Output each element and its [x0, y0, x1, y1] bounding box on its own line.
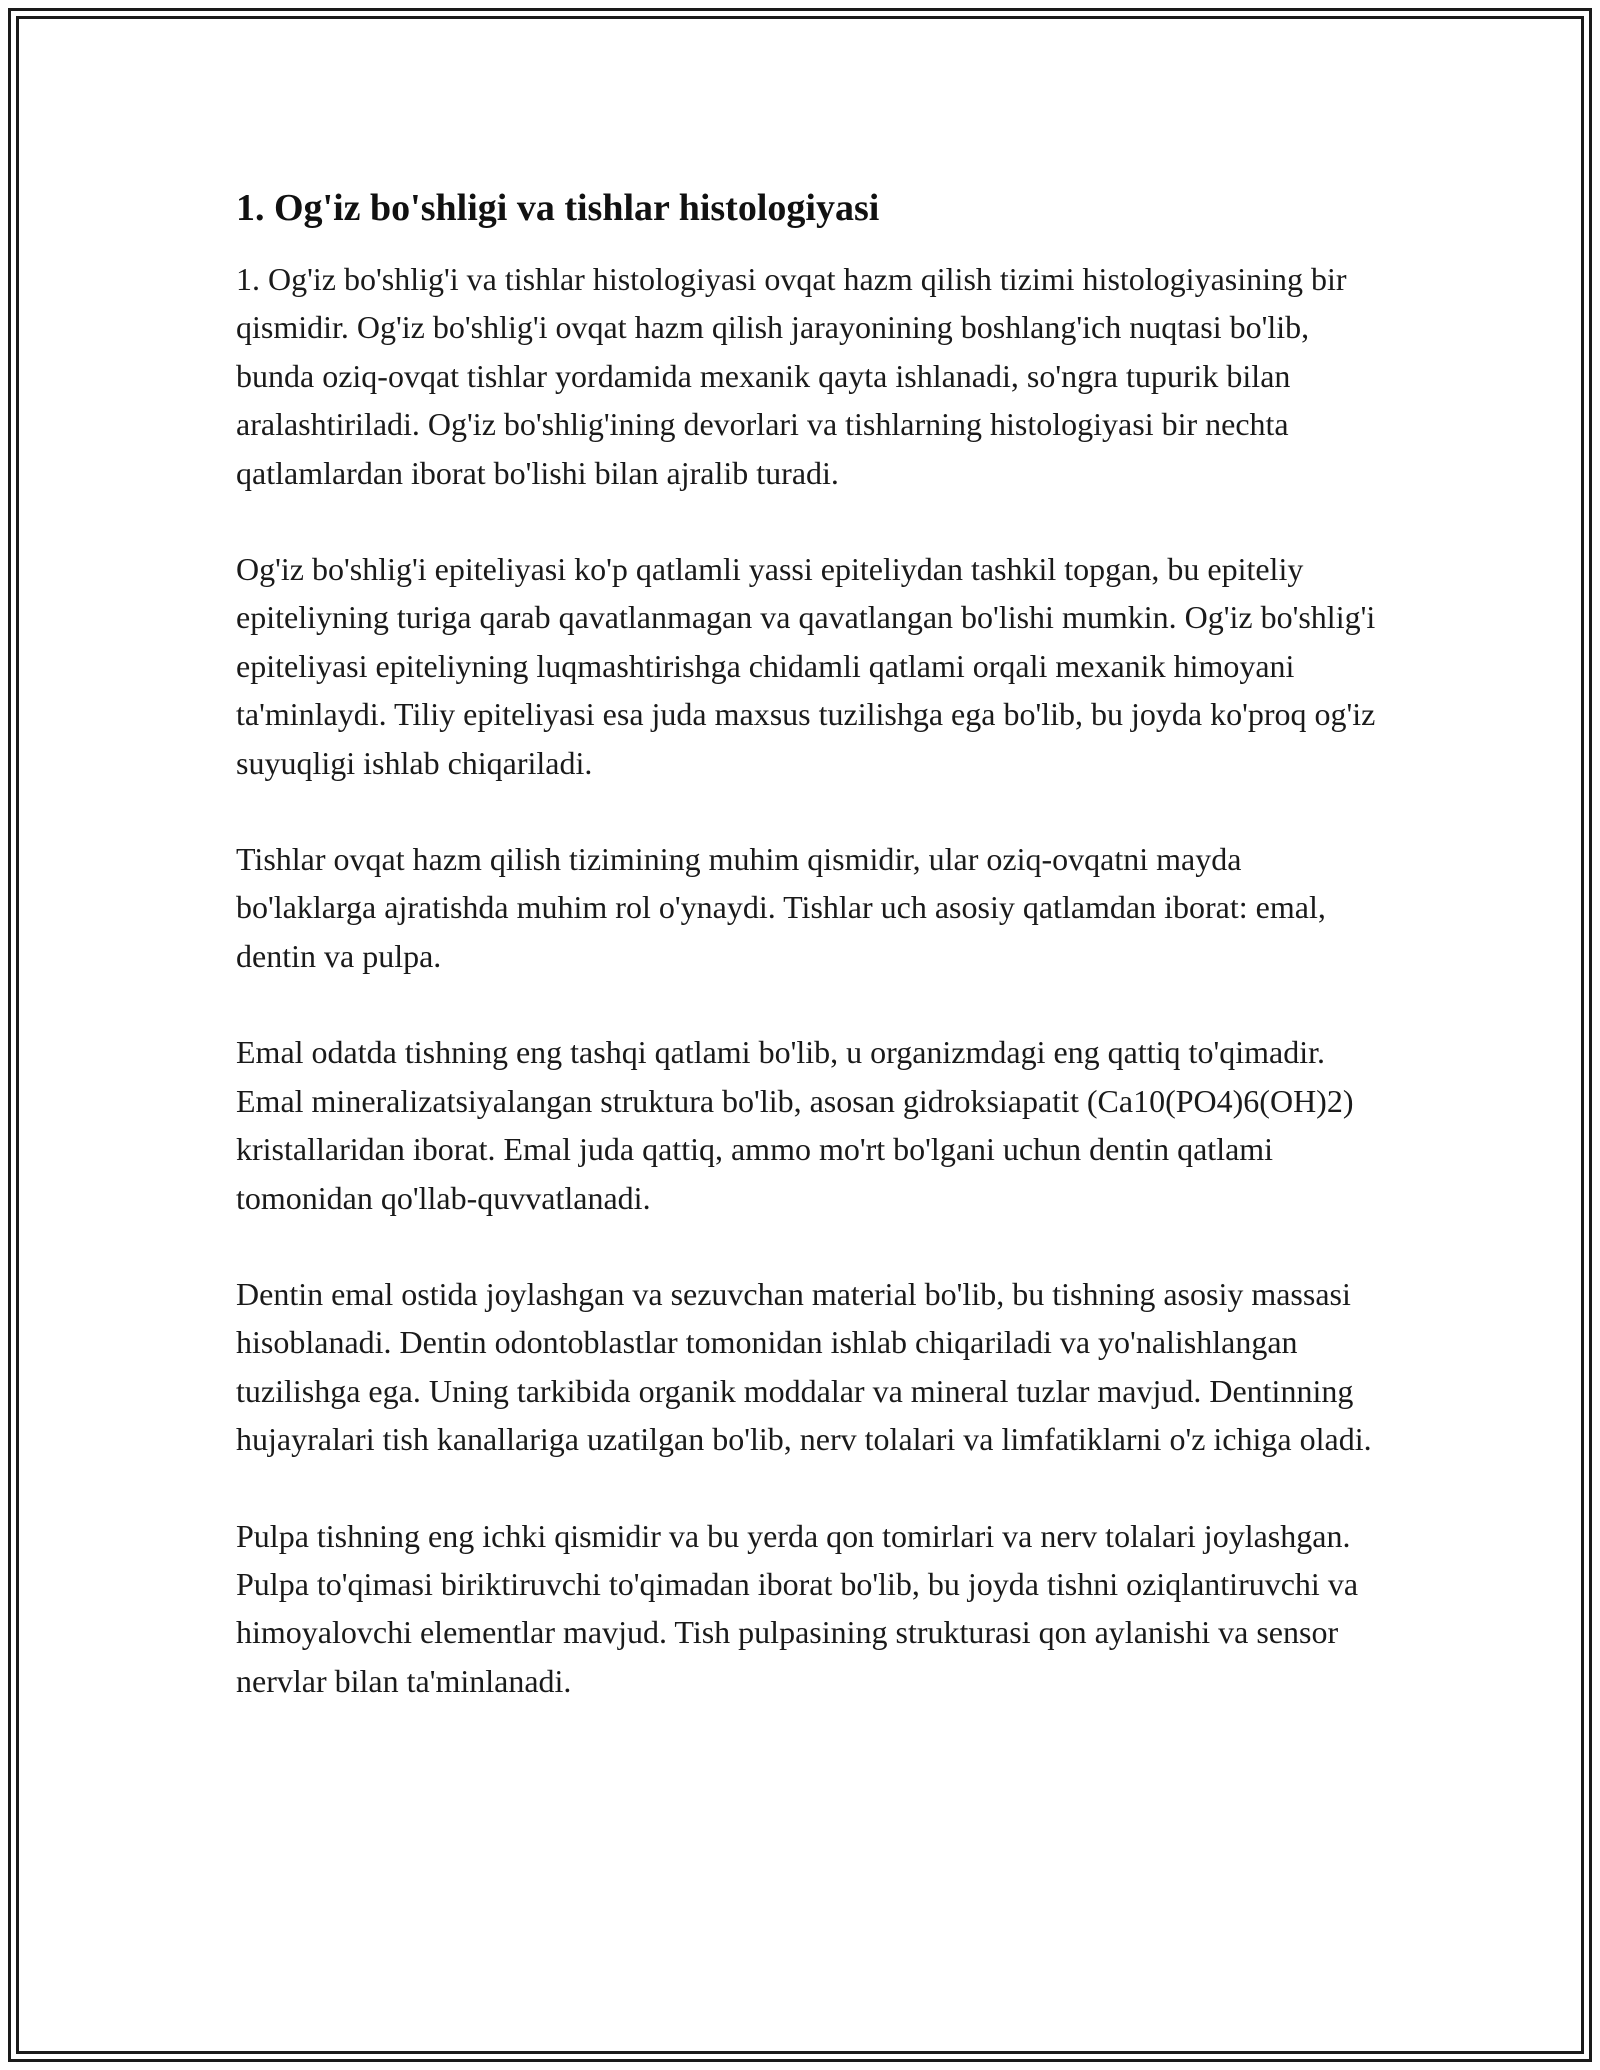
paragraph-epithelium: Og'iz bo'shlig'i epiteliyasi ko'p qatlamli yassi epiteliydan tashkil topgan, bu epiteliy epiteliyning turiga qarab qavatlanmagan va qavatlangan bo'lishi mumkin. Og'iz bo'shlig'i epiteliyasi epiteliyning luqmashtirishga chidamli qatlami orqali mexanik himoyani ta'minlaydi. Tiliy epiteliyasi esa juda maxsus tuzilishga ega bo'lib, bu joyda ko'proq og'iz suyuqligi ishlab chiqariladi.	[236, 551, 1376, 781]
paragraph-dentin: Dentin emal ostida joylashgan va sezuvchan material bo'lib, bu tishning asosiy massasi hisoblanadi. Dentin odontoblastlar tomonidan ishlab chiqariladi va yo'nalishlangan tuzilishga ega. Uning tarkibida organik moddalar va mineral tuzlar mavjud. Dentinning hujayralari tish kanallariga uzatilgan bo'lib, nerv tolalari va limfatiklarni o'z ichiga oladi.	[236, 1275, 1372, 1458]
paragraph-teeth: Tishlar ovqat hazm qilish tizimining muhim qismidir, ular oziq-ovqatni mayda bo'laklarga ajratishda muhim rol o'ynaydi. Tishlar uch asosiy qatlamdan iborat: emal, dentin va pulpa.	[236, 841, 1326, 974]
paragraph-intro: 1. Og'iz bo'shlig'i va tishlar histologiyasi ovqat hazm qilish tizimi histologiyasining bir qismidir. Og'iz bo'shlig'i ovqat hazm qilish jarayonining boshlang'ich nuqtasi bo'lib, bunda oziq-ovqat tishlar yordamida mexanik qayta ishlanadi, so'ngra tupurik bilan aralashtiriladi. Og'iz bo'shlig'ining devorlari va tishlarning histologiyasi bir nechta qatlamlardan iborat bo'lishi bilan ajralib turadi.	[236, 261, 1347, 491]
paragraph-pulp: Pulpa tishning eng ichki qismidir va bu yerda qon tomirlari va nerv tolalari joylashgan. Pulpa to'qimasi biriktiruvchi to'qimadan iborat bo'lib, bu joyda tishni oziqlantiruvchi va himoyalovchi elementlar mavjud. Tish pulpasining strukturasi qon aylanishi va sensor nervlar bilan ta'minlanadi.	[236, 1517, 1359, 1699]
document-body	[236, 185, 1376, 1753]
document-title: 1. Og'iz bo'shligi va tishlar histologiyasi	[236, 187, 880, 229]
paragraph-enamel: Emal odatda tishning eng tashqi qatlami bo'lib, u organizmdagi eng qattiq to'qimadir. Emal mineralizatsiyalangan struktura bo'lib, asosan gidroksiapatit (Ca10(PO4)6(OH)2) kristallaridan iborat. Emal juda qattiq, ammo mo'rt bo'lgani uchun dentin qatlami tomonidan qo'llab-quvvatlanadi.	[236, 1034, 1354, 1216]
